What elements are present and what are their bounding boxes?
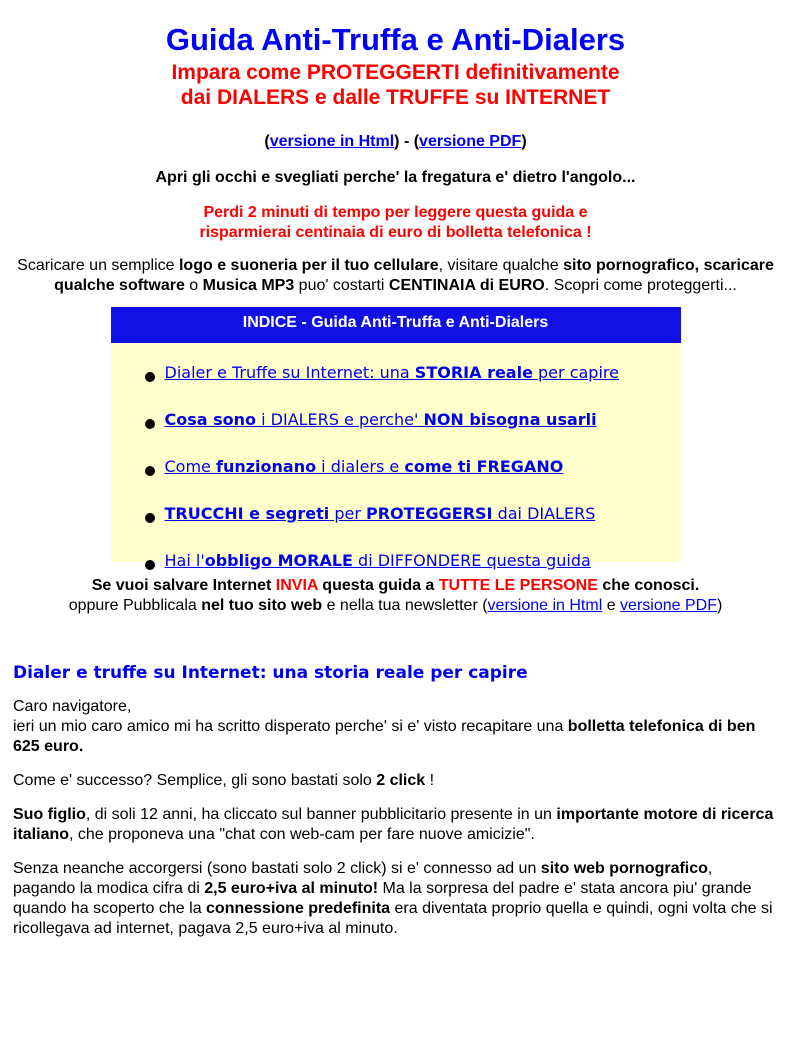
story-paragraph-3: Suo figlio, di soli 12 anni, ha cliccato sul banner pubblicitario presente in un importante motore di ricerca italiano, che proponeva una "chat con web-cam per fare nuove amicizie".	[13, 806, 774, 843]
index-item	[145, 537, 681, 584]
index-header: INDICE - Guida Anti-Truffa e Anti-Dialers	[111, 307, 681, 343]
html-version-link[interactable]: versione in Html	[269, 133, 395, 150]
versions-line: (versione in Html) - (versione PDF)	[264, 133, 527, 150]
bullet-icon	[145, 466, 155, 476]
index-item	[145, 490, 681, 537]
index-link-trucchi[interactable]: TRUCCHI e segreti per PROTEGGERSI dai DIALERS	[164, 503, 596, 523]
bullet-icon	[145, 372, 155, 382]
index-link-storia[interactable]: Dialer e Truffe su Internet: una STORIA reale per capire	[164, 362, 619, 382]
share-line-2: oppure Pubblicala nel tuo sito web e nella tua newsletter (versione in Html e versione PDF)	[68, 597, 723, 614]
subtitle-line-2: dai DIALERS e dalle TRUFFE su INTERNET	[180, 86, 611, 109]
spend-minutes-text: Perdi 2 minuti di tempo per leggere questa guida e risparmierai centinaia di euro di bolletta telefonica !	[199, 204, 592, 241]
index-link-obbligo[interactable]: Hai l'obbligo MORALE di DIFFONDERE questa guida	[164, 550, 591, 570]
page-subtitle	[0, 60, 791, 110]
index-list	[145, 349, 681, 584]
bullet-icon	[145, 513, 155, 523]
index-body	[111, 343, 681, 570]
pdf-version-link[interactable]: versione PDF	[419, 133, 522, 150]
share-pdf-version-link[interactable]: versione PDF	[620, 597, 717, 614]
index-link-cosa-sono[interactable]: Cosa sono i DIALERS e perche' NON bisogna usarli	[164, 409, 597, 429]
bullet-icon	[145, 419, 155, 429]
story-paragraph-2: Come e' successo? Semplice, gli sono bastati solo 2 click !	[13, 772, 435, 789]
subtitle-line-1: Impara come PROTEGGERTI definitivamente	[171, 61, 620, 84]
intro-paragraph: Scaricare un semplice logo e suoneria per il tuo cellulare, visitare qualche sito pornografico, scaricare qualche software o Musica MP3 puo' costarti CENTINAIA di EURO. Scopri come proteggerti...	[17, 257, 774, 294]
index-item	[145, 443, 681, 490]
open-eyes-text: Apri gli occhi e svegliati perche' la fregatura e' dietro l'angolo...	[155, 169, 636, 186]
index-box	[111, 307, 681, 570]
story-paragraph-4: Senza neanche accorgersi (sono bastati solo 2 click) si e' connesso ad un sito web pornografico, pagando la modica cifra di 2,5 euro+iva al minuto! Ma la sorpresa del padre e' stata ancora piu' grande quando ha scoperto che la connessione predefinita era diventata proprio quella e quindi, ogni volta che si ricollegava ad internet, pagava 2,5 euro+iva al minuto.	[13, 860, 773, 937]
index-item	[145, 396, 681, 443]
share-line-1: Se vuoi salvare Internet INVIA questa guida a TUTTE LE PERSONE che conosci.	[91, 577, 700, 594]
page-title: Guida Anti-Truffa e Anti-Dialers	[165, 22, 626, 57]
index-item	[145, 349, 681, 396]
story-heading: Dialer e truffe su Internet: una storia reale per capire	[13, 663, 528, 683]
bullet-icon	[145, 560, 155, 570]
share-html-version-link[interactable]: versione in Html	[487, 597, 603, 614]
story-paragraph-1: Caro navigatore, ieri un mio caro amico mi ha scritto disperato perche' si e' visto recapitare una bolletta telefonica di ben 625 euro.	[13, 698, 756, 755]
index-link-come-funzionano[interactable]: Come funzionano i dialers e come ti FREGANO	[164, 456, 564, 476]
